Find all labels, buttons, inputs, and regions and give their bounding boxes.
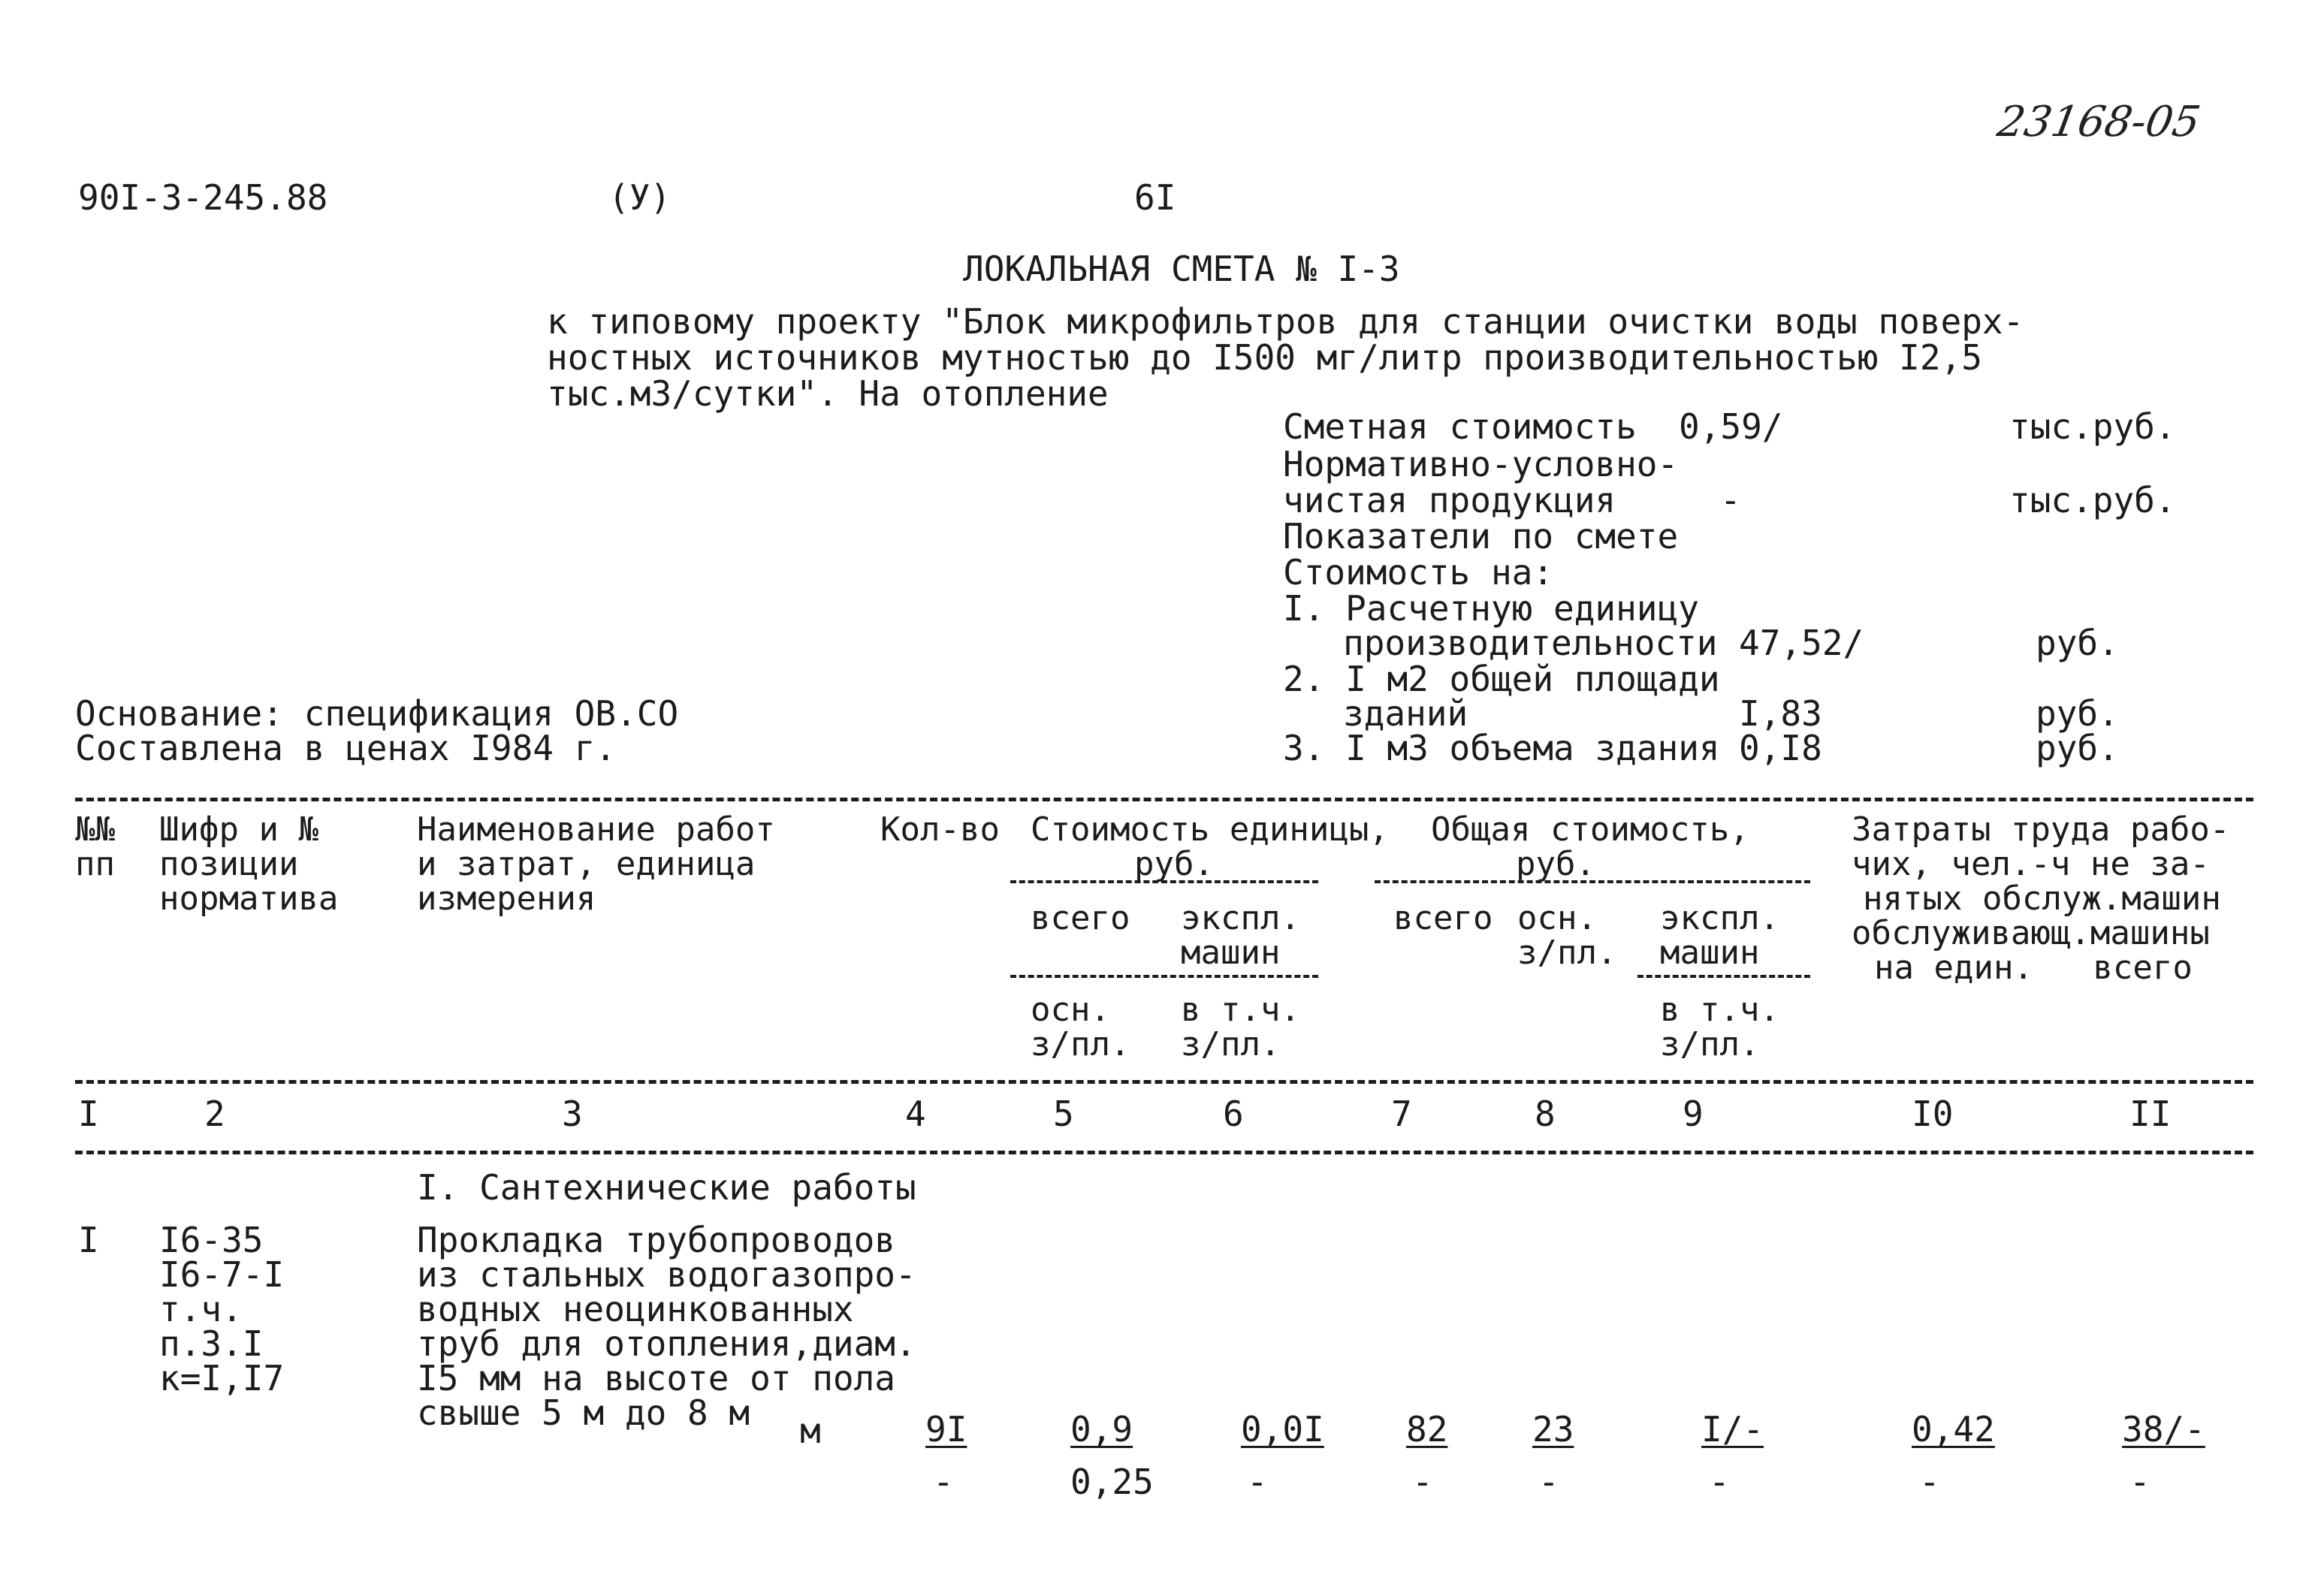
- header-total-osn-2: з/пл.: [1517, 934, 1617, 972]
- estimate-cost-value: 0,59/: [1679, 406, 1783, 447]
- item2-value: I,83: [1739, 693, 1822, 734]
- row-description: из стальных водогазопро-: [417, 1254, 916, 1295]
- subtitle-line-1: к типовому проекту "Блок микрофильтров для станции очистки воды поверх-: [547, 301, 2024, 342]
- row-code: I6-35: [159, 1220, 264, 1260]
- header-col2-line2: позиции: [159, 845, 299, 883]
- item1-unit: руб.: [2036, 623, 2119, 663]
- row-unit: м: [800, 1410, 821, 1451]
- header-labor-line4: обслуживающ.машины: [1852, 914, 2210, 952]
- header-bottom-rule: [75, 1080, 2253, 1084]
- indicators-label: Показатели по смете: [1283, 516, 1679, 557]
- page-number: 6I: [1134, 177, 1176, 218]
- row-description: I5 мм на высоте от пола: [417, 1358, 895, 1398]
- col-number: 3: [562, 1094, 583, 1134]
- col-number: 7: [1391, 1094, 1412, 1134]
- page-title: ЛОКАЛЬНАЯ СМЕТА № I-3: [963, 249, 1400, 289]
- row-sub-labor-total: -: [2129, 1462, 2151, 1502]
- row-code: п.3.I: [159, 1323, 264, 1364]
- row-unit-total: 0,9: [1070, 1409, 1133, 1450]
- item3-label: 3. I м3 объема здания: [1283, 728, 1720, 768]
- header-labor-line1: Затраты труда рабо-: [1852, 810, 2230, 849]
- header-unit-cost-rub: руб.: [1134, 845, 1214, 883]
- col-number: II: [2129, 1094, 2172, 1134]
- column-numbers-bottom-rule: [75, 1151, 2253, 1154]
- row-sub-total: -: [1412, 1462, 1433, 1502]
- item2-label-1: 2. I м2 общей площади: [1283, 659, 1720, 699]
- header-col1-line1: №№: [75, 810, 115, 849]
- row-unit-expl: 0,0I: [1241, 1409, 1324, 1450]
- row-description: водных неоцинкованных: [417, 1289, 854, 1329]
- basis-line-1: Основание: спецификация ОВ.СО: [75, 693, 679, 734]
- col-number: 4: [905, 1094, 926, 1134]
- row-sub-total-osn: -: [1538, 1462, 1559, 1502]
- cost-for-label: Стоимость на:: [1283, 552, 1554, 593]
- unit-cost-sub-rule: [1010, 975, 1318, 978]
- item3-unit: руб.: [2036, 728, 2119, 768]
- row-sub-labor-unit: -: [1919, 1462, 1940, 1502]
- estimate-cost-unit: тыс.руб.: [2009, 406, 2176, 447]
- row-sub-unit-expl: -: [1247, 1462, 1268, 1502]
- header-col3-line1: Наименование работ: [417, 810, 775, 849]
- row-total-expl: I/-: [1701, 1409, 1764, 1450]
- document-code: 90I-3-245.88: [78, 177, 328, 218]
- header-col3-line3: измерения: [417, 879, 596, 918]
- item3-value: 0,I8: [1739, 728, 1822, 768]
- row-labor-total: 38/-: [2122, 1409, 2205, 1450]
- row-description: свыше 5 м до 8 м: [417, 1392, 750, 1433]
- col-number: 5: [1053, 1094, 1074, 1134]
- unit-cost-rule: [1010, 880, 1318, 883]
- net-product-label-1: Нормативно-условно-: [1283, 444, 1679, 484]
- header-unit-expl-2: машин: [1181, 934, 1281, 972]
- header-col1-line2: пп: [75, 845, 115, 883]
- table-top-rule: [75, 798, 2253, 801]
- header-col2-line1: Шифр и №: [159, 810, 318, 849]
- header-total-incl-2: з/пл.: [1660, 1025, 1760, 1063]
- header-unit-cost: Стоимость единицы,: [1031, 810, 1389, 849]
- net-product-label-2: чистая продукция: [1283, 480, 1616, 520]
- total-expl-sub-rule: [1637, 975, 1810, 978]
- header-unit-osn-2: з/пл.: [1031, 1025, 1130, 1063]
- header-total-osn-1: осн.: [1517, 899, 1597, 937]
- row-code: к=I,I7: [159, 1358, 285, 1398]
- item2-label-2: зданий: [1343, 693, 1468, 734]
- col-number: I: [78, 1094, 99, 1134]
- document-mark: (У): [608, 177, 672, 218]
- header-unit-expl-1: экспл.: [1181, 899, 1300, 937]
- row-sub-qty: -: [933, 1462, 954, 1502]
- col-number: 6: [1223, 1094, 1244, 1134]
- row-labor-unit: 0,42: [1912, 1409, 1995, 1450]
- header-unit-incl-1: в т.ч.: [1181, 991, 1300, 1029]
- subtitle-line-3: тыс.м3/сутки". На отопление: [547, 373, 1109, 414]
- item2-unit: руб.: [2036, 693, 2119, 734]
- col-number: I0: [1912, 1094, 1954, 1134]
- header-col2-line3: норматива: [159, 879, 339, 918]
- row-code: I6-7-I: [159, 1254, 285, 1295]
- header-unit-total: всего: [1031, 899, 1130, 937]
- net-product-value: -: [1720, 480, 1741, 520]
- row-qty: 9I: [925, 1409, 967, 1450]
- net-product-unit: тыс.руб.: [2009, 480, 2176, 520]
- col-number: 9: [1683, 1094, 1704, 1134]
- total-cost-rule: [1375, 880, 1810, 883]
- row-total-osn: 23: [1532, 1409, 1574, 1450]
- row-description: труб для отопления,диам.: [417, 1323, 916, 1364]
- header-total-cost-rub: руб.: [1516, 845, 1595, 883]
- header-total-incl-1: в т.ч.: [1660, 991, 1779, 1029]
- row-number: I: [78, 1220, 99, 1260]
- header-total-cost: Общая стоимость,: [1431, 810, 1749, 849]
- header-col4: Кол-во: [880, 810, 1000, 849]
- col-number: 2: [204, 1094, 225, 1134]
- header-total-expl-1: экспл.: [1660, 899, 1779, 937]
- row-code: т.ч.: [159, 1289, 243, 1329]
- header-unit-incl-2: з/пл.: [1181, 1025, 1281, 1063]
- col-number: 8: [1535, 1094, 1556, 1134]
- section-title: I. Сантехнические работы: [417, 1167, 916, 1208]
- item1-value: 47,52/: [1739, 623, 1864, 663]
- row-sub-unit-total: 0,25: [1070, 1462, 1154, 1502]
- item1-label-1: I. Расчетную единицу: [1283, 588, 1699, 629]
- handwritten-number: 23168-05: [1994, 98, 2205, 146]
- header-col3-line2: и затрат, единица: [417, 845, 756, 883]
- header-unit-osn-1: осн.: [1031, 991, 1110, 1029]
- basis-line-2: Составлена в ценах I984 г.: [75, 728, 617, 768]
- estimate-cost-label: Сметная стоимость: [1283, 406, 1637, 447]
- header-total-expl-2: машин: [1660, 934, 1760, 972]
- header-labor-line5: на един. всего: [1874, 949, 2193, 987]
- header-labor-line3: нятых обслуж.машин: [1863, 879, 2221, 918]
- subtitle-line-2: ностных источников мутностью до I500 мг/литр производительностью I2,5: [547, 337, 1982, 378]
- item1-label-2: производительности: [1343, 623, 1718, 663]
- header-labor-line2: чих, чел.-ч не за-: [1852, 845, 2210, 883]
- row-total: 82: [1406, 1409, 1448, 1450]
- row-description: Прокладка трубопроводов: [417, 1220, 895, 1260]
- row-sub-total-expl: -: [1709, 1462, 1730, 1502]
- header-total-all: всего: [1393, 899, 1493, 937]
